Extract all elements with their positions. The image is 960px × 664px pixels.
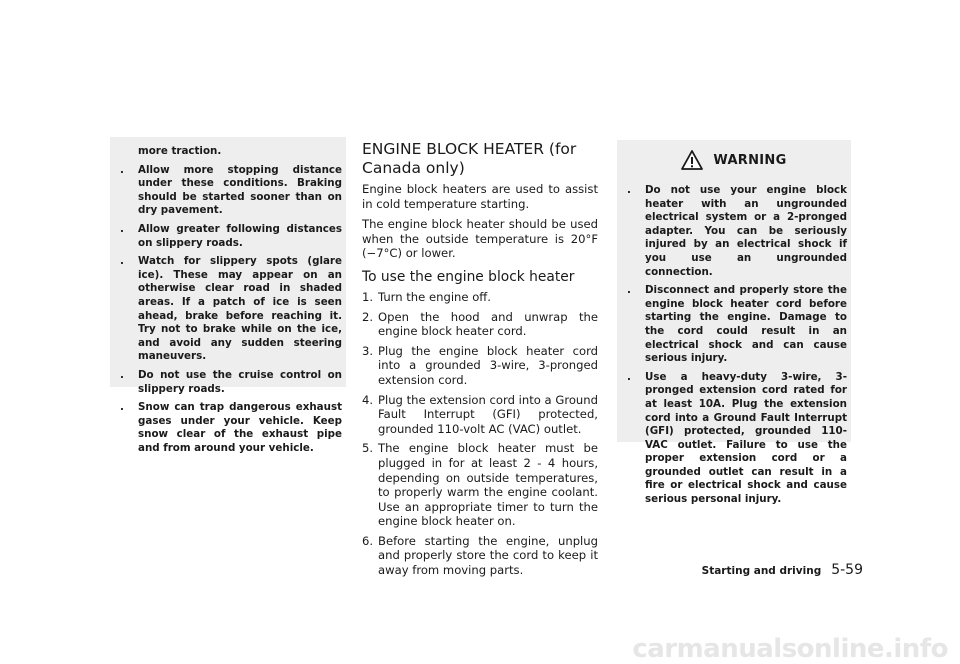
bullet-marker: . (120, 222, 124, 235)
step-number: 4. (362, 392, 374, 407)
step-text: Turn the engine off. (378, 289, 491, 304)
list-item (362, 441, 598, 529)
bullet-text: Allow more stopping distance under these conditions. Braking should be started sooner than on dry pavement. (138, 163, 342, 217)
page-number: 5-59 (831, 562, 863, 578)
list-item (362, 290, 598, 305)
warning-list (621, 184, 847, 507)
list-item (362, 393, 598, 437)
bullet-marker: . (627, 184, 631, 196)
warning-title: WARNING (713, 152, 787, 168)
step-number: 1. (362, 289, 374, 304)
paragraph: The engine block heater should be used when the outside temperature is 20°F (−7°C) or lower. (362, 217, 598, 261)
list-item (621, 284, 847, 366)
list-item (362, 310, 598, 339)
list-item (114, 255, 342, 364)
steps-list (362, 290, 598, 578)
warning-header (617, 140, 851, 180)
bullet-marker: . (120, 255, 124, 268)
bullet-marker: . (120, 368, 124, 381)
bullet-text: Disconnect and properly store the engine block heater cord before starting the engine. Damage to the cord could result in an electrical shock and can cause serious injury. (645, 284, 847, 365)
page-footer (702, 562, 863, 578)
subsection-heading: To use the engine block heater (362, 268, 575, 285)
watermark-bar (0, 634, 960, 664)
warning-box (617, 140, 851, 506)
footer-section-title: Starting and driving (701, 565, 822, 577)
bullet-marker: . (120, 163, 124, 176)
bullet-marker: . (120, 401, 124, 414)
engine-block-heater-section (362, 140, 598, 583)
list-item (114, 369, 342, 396)
list-item (114, 223, 342, 250)
bullet-text: Do not use your engine block heater with an ungrounded electrical system or a 2-pronged adapter. You can be seriously injured by an electrical shock if you use an ungrounded connection. (645, 184, 847, 278)
bullet-text: Watch for slippery spots (glare ice). These may appear on an otherwise clear road in shaded areas. If a patch of ice is seen ahead, brake before reaching it. Try not to brake while on the ice, and avoid any sudden steering maneuvers. (138, 255, 342, 363)
step-number: 5. (362, 441, 374, 456)
warning-triangle-icon (681, 150, 703, 170)
watermark-text: carmanualsonline.info (632, 634, 948, 664)
bullet-marker: . (627, 370, 631, 383)
bullet-text: Use a heavy-duty 3-wire, 3-pronged extension cord rated for at least 10A. Plug the extension cord into a Ground Fault Interrupt (GFI) protected, grounded 110-VAC outlet. Failure to use the proper extension cord or a grounded outlet can result in a fire or electrical shock and cause serious personal injury. (645, 370, 847, 506)
list-item (621, 184, 847, 279)
paragraph: Engine block heaters are used to assist in cold temperature starting. (362, 182, 598, 211)
list-item (114, 164, 342, 218)
bullet-text: Snow can trap dangerous exhaust gases under your vehicle. Keep snow clear of the exhaust pipe and from around your vehicle. (138, 401, 342, 454)
step-number: 2. (362, 309, 374, 324)
step-text: Open the hood and unwrap the engine block heater cord. (378, 309, 598, 339)
step-text: Plug the extension cord into a Ground Fault Interrupt (GFI) protected, grounded 110-volt AC (VAC) outlet. (378, 392, 598, 436)
step-text: Before starting the engine, unplug and properly store the cord to keep it away from moving parts. (378, 533, 598, 578)
continued-text: more traction. (138, 145, 222, 157)
section-heading: ENGINE BLOCK HEATER (for Canada only) (362, 140, 577, 177)
step-text: Plug the engine block heater cord into a grounded 3-wire, 3-pronged extension cord. (378, 343, 598, 387)
driving-tips-box (110, 137, 346, 454)
bullet-text: Allow greater following distances on slippery roads. (138, 222, 342, 249)
list-item (362, 534, 598, 578)
step-number: 6. (362, 533, 374, 548)
step-number: 3. (362, 343, 374, 358)
list-item (621, 371, 847, 507)
warning-content (621, 184, 847, 512)
bullet-marker: . (627, 284, 631, 297)
step-text: The engine block heater must be plugged in for at least 2 - 4 hours, depending on outside temperatures, to properly warm the engine coolant. Use an appropriate timer to turn the engine block heater on. (378, 441, 598, 529)
list-item (362, 344, 598, 388)
driving-tips-content (114, 145, 342, 460)
list-item (114, 401, 342, 455)
bullet-text: Do not use the cruise control on slippery roads. (138, 368, 342, 395)
driving-tips-list (114, 164, 342, 456)
